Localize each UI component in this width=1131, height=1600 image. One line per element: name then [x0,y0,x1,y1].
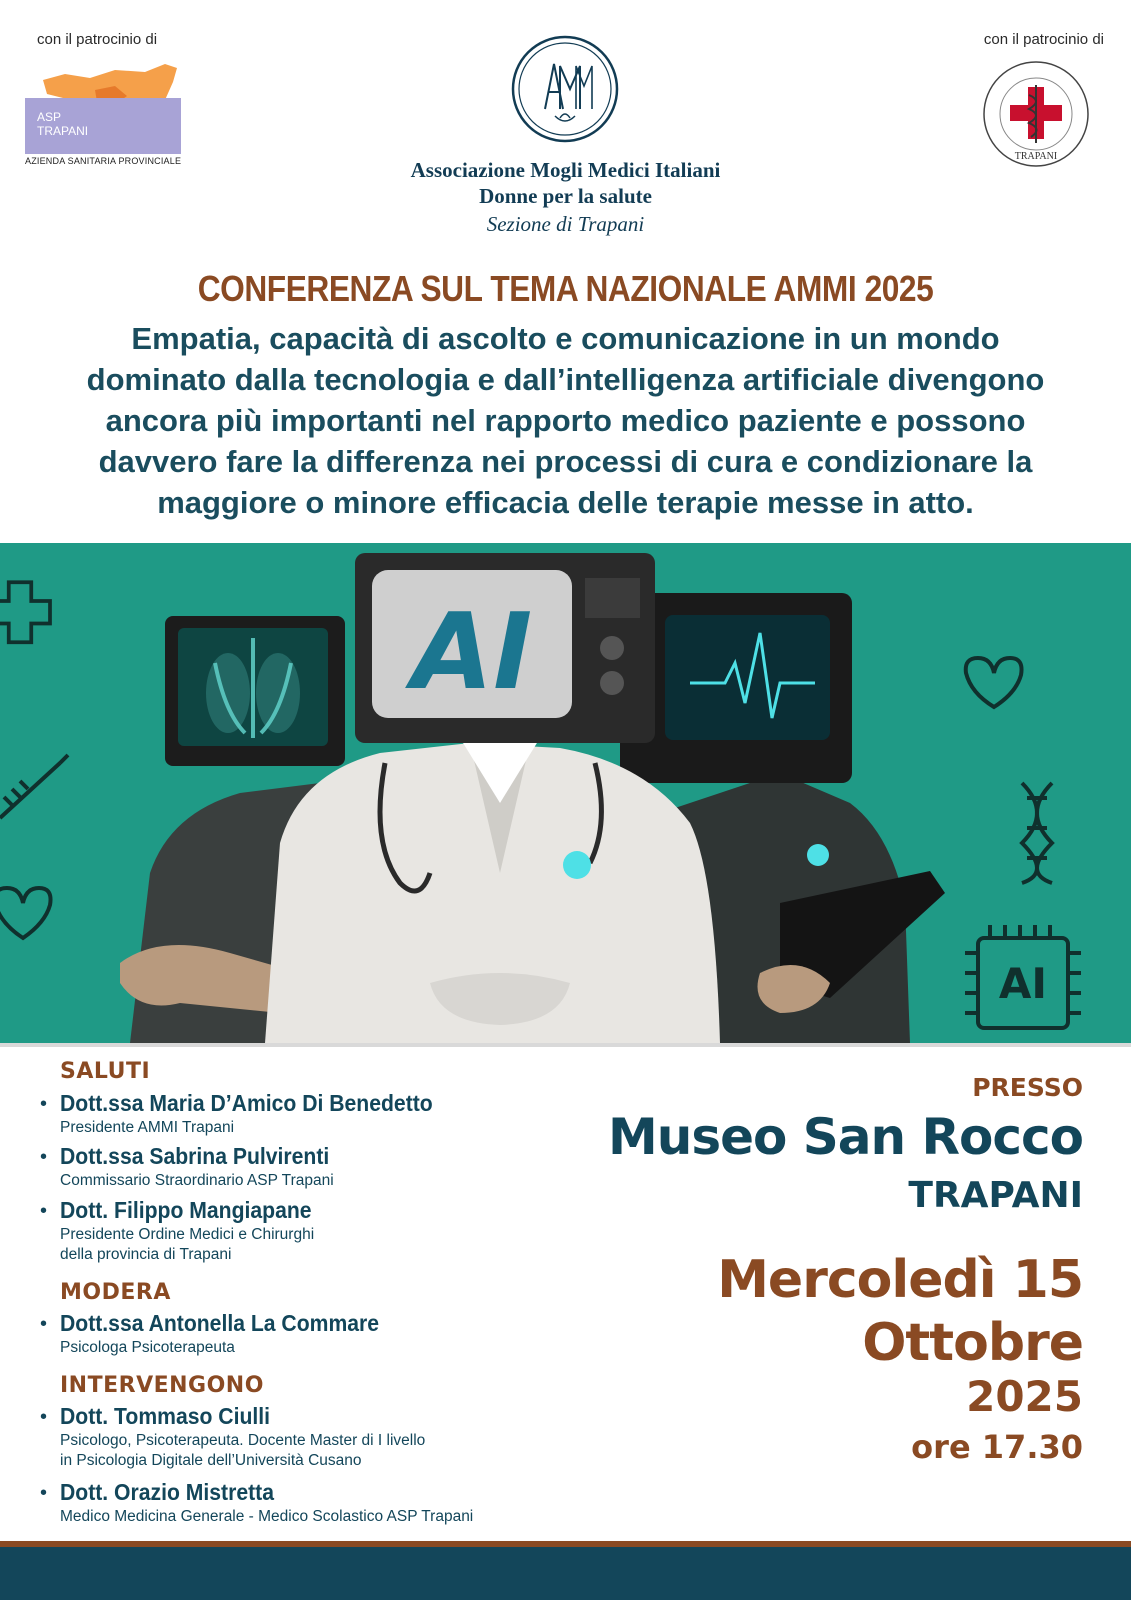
speaker-role: Presidente AMMI Trapani [60,1119,235,1136]
speaker-item [40,1143,560,1193]
speaker-name: Dott. Orazio Mistretta [60,1479,274,1505]
bullet-icon: • [40,1200,48,1222]
event-date-month: Ottobre [862,1313,1083,1373]
patronage-label-left: con il patrocinio di [37,31,158,48]
banner-divider [0,1043,1131,1047]
theme-line: davvero fare la differenza nei processi di cura e condizionare la [98,444,1033,479]
bullet-icon: • [40,1482,48,1504]
speaker-item [40,1197,560,1267]
footer-bar [0,1547,1131,1600]
speaker-role: Presidente Ordine Medici e Chirurghi [60,1226,315,1243]
asp-logo-subtitle: AZIENDA SANITARIA PROVINCIALE [25,156,182,166]
asp-logo-text [37,110,88,138]
speaker-name: Dott. Filippo Mangiapane [60,1197,312,1223]
patronage-label-right: con il patrocinio di [983,31,1104,48]
theme-line: dominato dalla tecnologia e dall’intelligenza artificiale divengono [86,362,1045,397]
asp-logo-line1: ASP [37,110,62,124]
speaker-item [40,1403,560,1473]
heart-icon [966,658,1022,707]
event-time: ore 17.30 [911,1428,1083,1466]
saluti-heading: SALUTI [60,1059,151,1084]
bullet-icon: • [40,1406,48,1428]
heart-icon [0,888,51,938]
asp-trapani-logo [25,60,185,168]
intervengono-heading: INTERVENGONO [60,1373,264,1398]
speaker-item [40,1090,560,1140]
speaker-role: Commissario Straordinario ASP Trapani [60,1172,334,1189]
ordine-logo-text: TRAPANI [1014,151,1058,162]
ordine-medici-seal-icon [981,59,1091,169]
chip-label: AI [998,959,1048,1008]
speaker-role: della provincia di Trapani [60,1246,232,1263]
theme-line: Empatia, capacità di ascolto e comunicazione in un mondo [131,321,1000,356]
modera-heading: MODERA [60,1280,171,1305]
bullet-icon: • [40,1093,48,1115]
speaker-name: Dott.ssa Maria D’Amico Di Benedetto [60,1090,433,1116]
venue-city: TRAPANI [908,1175,1083,1216]
speaker-item [40,1479,560,1529]
ai-screen-label: AI [411,591,533,713]
venue-name: Museo San Rocco [607,1108,1083,1166]
ai-doctors-banner [0,543,1131,1043]
banner-illustration [0,543,1131,1043]
speaker-name: Dott. Tommaso Ciulli [60,1403,271,1429]
speaker-role: Medico Medicina Generale - Medico Scolastico ASP Trapani [60,1508,474,1525]
theme-line: maggiore o minore efficacia delle terapie messe in atto. [157,485,974,520]
bullet-icon: • [40,1146,48,1168]
syringe-icon [0,755,68,818]
speaker-item [40,1310,560,1360]
speaker-role: Psicologo, Psicoterapeuta. Docente Master di I livello [60,1432,426,1449]
event-date-year: 2025 [966,1372,1083,1421]
speaker-role: in Psicologia Digitale dell’Università Cusano [60,1452,362,1469]
conference-title: CONFERENZA SUL TEMA NAZIONALE AMMI 2025 [197,268,934,309]
ammi-monogram-icon [510,34,620,144]
association-name: Associazione Mogli Medici Italiani [410,158,721,182]
medical-cross-icon [0,582,50,642]
event-date-day: Mercoledì 15 [717,1250,1083,1310]
theme-line: ancora più importanti nel rapporto medico paziente e possono [105,403,1026,438]
association-tagline: Donne per la salute [479,184,652,208]
speaker-name: Dott.ssa Sabrina Pulvirenti [60,1143,330,1169]
dna-icon [1022,783,1052,883]
speaker-name: Dott.ssa Antonella La Commare [60,1310,380,1336]
conference-theme [20,318,1111,523]
asp-logo-line2: TRAPANI [37,124,89,138]
association-section: Sezione di Trapani [486,212,645,236]
venue-label: PRESSO [972,1073,1083,1102]
bullet-icon: • [40,1313,48,1335]
speaker-role: Psicologa Psicoterapeuta [60,1339,235,1356]
